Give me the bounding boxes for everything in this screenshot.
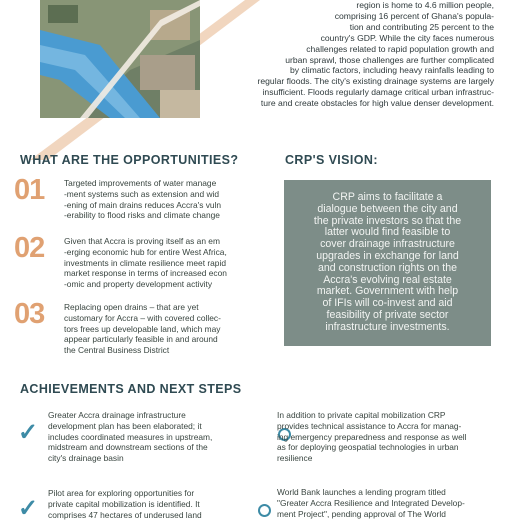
opportunity-line: tors frees up developable land, which may	[64, 323, 221, 334]
achievement-line: includes coordinated measures in upstream,	[48, 431, 213, 442]
intro-line: urban sprawl, those challenges are further complicated	[285, 54, 494, 65]
opportunity-line: Targeted improvements of water manage	[64, 178, 217, 188]
aerial-city-photo	[40, 0, 200, 118]
opportunity-line: Replacing open drains – that are yet	[64, 302, 199, 312]
next-step-line: In addition to private capital mobilization CRP	[277, 410, 446, 420]
opportunity-line: the Central Business District	[64, 345, 170, 356]
achievement-line: development plan has been elaborated; it	[48, 420, 202, 431]
next-step-line: World Bank launches a lending program titled	[277, 487, 446, 497]
achievement-line: city's drainage basin	[48, 453, 124, 464]
opportunity-item	[14, 298, 259, 356]
opportunity-line: appear particularly feasible in and around	[64, 334, 218, 345]
intro-line: insufficient. Floods regularly damage critical urban infrastruc-	[262, 87, 494, 98]
achievement-line: comprises 47 hectares of underused land	[48, 509, 202, 520]
opportunity-line: -ment systems such as extension and wid	[64, 188, 220, 199]
vision-line: dialogue between the city and	[317, 202, 458, 215]
intro-line: by climatic factors, including heavy rainfalls leading to	[290, 65, 494, 76]
vision-line: of IFIs will co-invest and aid	[322, 297, 453, 310]
achievement-line: midstream and downstream sections of the	[48, 442, 208, 453]
achievement-item	[48, 488, 268, 520]
opportunity-line: -omic and property development activity	[64, 279, 213, 290]
opportunity-line: -erging economic hub for entire West Africa,	[64, 246, 227, 257]
opportunity-line: Given that Accra is proving itself as an em	[64, 236, 220, 246]
opportunity-line: market response in terms of increased econ	[64, 268, 227, 279]
opportunity-line: investments in climate resilience meet rapid	[64, 257, 226, 268]
next-step-line: ment Project", pending approval of The World	[277, 508, 446, 519]
vision-line: upgrades in exchange for land	[316, 249, 459, 262]
opportunity-item	[14, 174, 259, 228]
achievement-line: Pilot area for exploring opportunities for	[48, 488, 195, 498]
vision-line: CRP aims to facilitate a	[332, 191, 443, 203]
next-step-item	[277, 487, 507, 519]
vision-heading: CRP'S VISION:	[285, 153, 378, 167]
achievement-line: private capital mobilization is identified. It	[48, 498, 200, 509]
intro-line: country's GDP. While the city faces numerous	[320, 32, 494, 43]
achievement-line: Greater Accra drainage infrastructure	[48, 410, 186, 420]
next-step-text	[277, 410, 507, 464]
opportunity-item	[14, 232, 259, 290]
checkmark-icon: ✓	[18, 495, 39, 522]
achievement-item	[48, 410, 268, 464]
opportunities-heading: WHAT ARE THE OPPORTUNITIES?	[20, 153, 239, 167]
vision-line: Accra's evolving real estate	[323, 273, 452, 286]
opportunity-number: 03	[14, 298, 45, 330]
next-step-line: resilience	[277, 453, 313, 464]
intro-line: comprising 16 percent of Ghana's popula-	[334, 10, 494, 21]
next-step-line: "Greater Accra Resilience and Integrated Develop-	[277, 497, 465, 508]
intro-line: ture and create obstacles for high value denser development.	[260, 98, 494, 109]
intro-line: challenges related to rapid population growth and	[306, 43, 494, 54]
vision-line: market. Government with help	[316, 285, 459, 298]
intro-paragraph	[200, 0, 494, 109]
vision-box	[284, 180, 491, 346]
vision-line: the private investors so that the	[313, 214, 462, 227]
opportunity-number: 02	[14, 232, 45, 264]
intro-line: tion and contributing 25 percent to the	[349, 21, 494, 32]
vision-line: and construction rights on the	[318, 261, 457, 274]
opportunity-line: -ening of main drains reduces Accra's vuln	[64, 199, 222, 210]
achievements-heading: ACHIEVEMENTS AND NEXT STEPS	[20, 382, 242, 396]
next-step-line: as for deploying geospatial technologies in urban	[277, 442, 459, 453]
opportunity-line: customary for Accra – with covered collec-	[64, 312, 221, 323]
next-step-line: provides technical assistance to Accra for manag-	[277, 420, 462, 431]
circle-bullet-icon	[258, 504, 271, 517]
intro-line: regular floods. The city's existing drainage systems are largely	[257, 76, 494, 87]
intro-line: region is home to 4.6 million people,	[356, 0, 494, 10]
opportunity-line: -erability to flood risks and climate change	[64, 210, 220, 221]
checkmark-icon: ✓	[18, 419, 39, 446]
opportunity-number: 01	[14, 174, 45, 206]
vision-line: cover drainage infrastructure	[320, 238, 455, 251]
vision-line: infrastructure investments.	[325, 320, 450, 333]
next-step-line: ing emergency preparedness and response as well	[277, 431, 467, 442]
vision-line: latter would find feasible to	[324, 226, 451, 239]
vision-line: feasibility of private sector	[326, 308, 449, 321]
